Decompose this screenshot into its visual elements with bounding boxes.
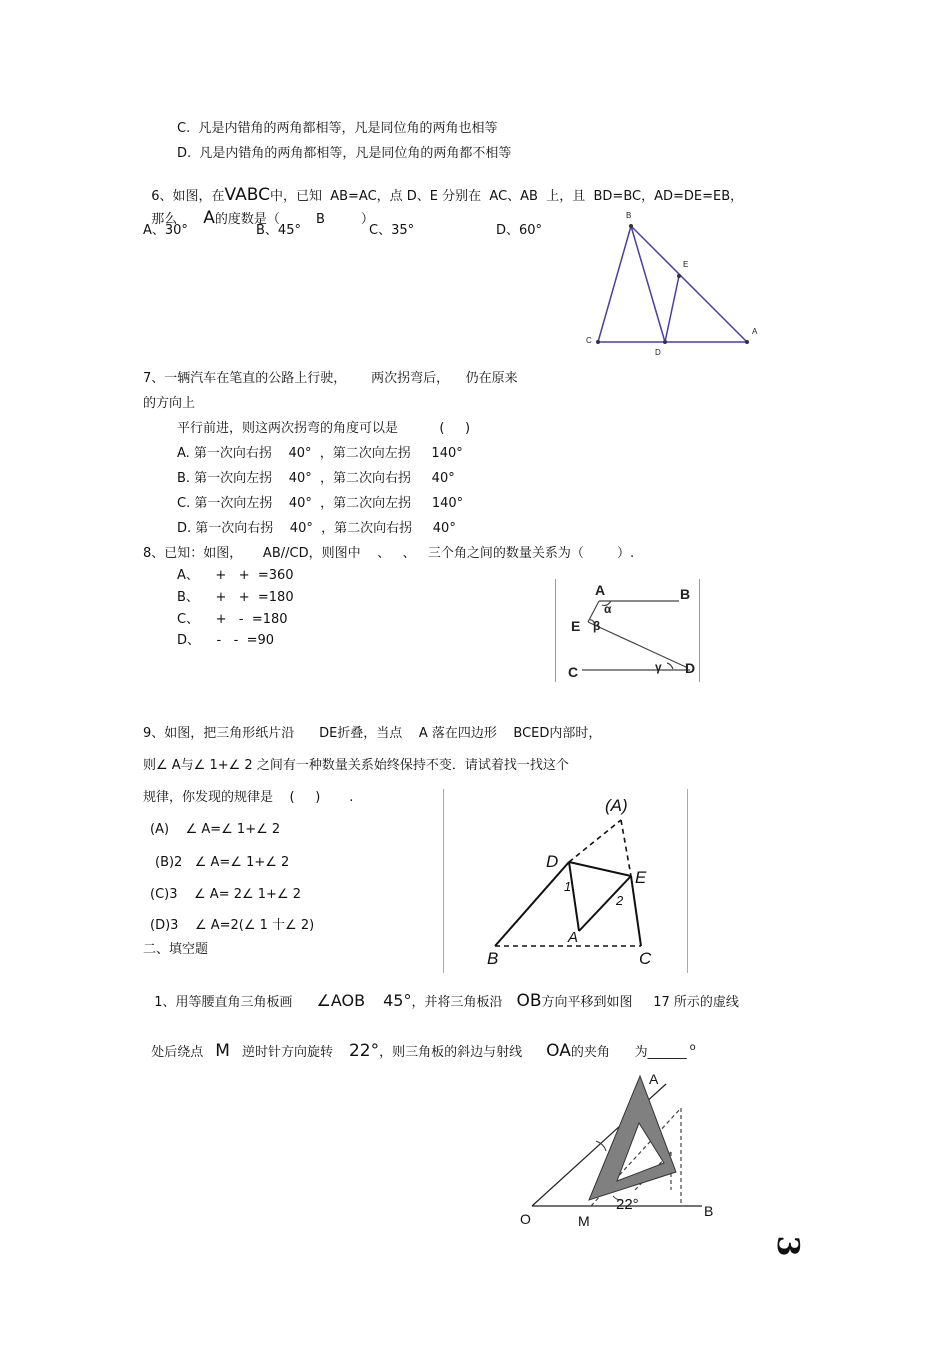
section2-heading: 二、填空题 bbox=[143, 942, 209, 957]
q6-option-c: C、35° bbox=[369, 223, 415, 238]
q9-option-c: (C)3 ∠ A= 2∠ 1+∠ 2 bbox=[150, 887, 302, 902]
q7-stem-line3: 平行前进，则这两次拐弯的角度可以是 ( ) bbox=[177, 421, 471, 436]
fill1-ray-oa: OA bbox=[546, 1041, 571, 1061]
fill1-degree-unit: o bbox=[689, 1042, 696, 1053]
q7-stem-line1: 7、一辆汽车在笔直的公路上行驶， 两次拐弯后， 仍在原来 bbox=[143, 371, 518, 386]
q9-stem-line2: 则∠ A与∠ 1+∠ 2 之间有一种数量关系始终保持不变．请试着找一找这个 bbox=[143, 758, 569, 773]
q6-option-b: B、45° bbox=[256, 223, 301, 238]
fill1-line1 bbox=[146, 980, 739, 1010]
q9-fig-label-b: B bbox=[487, 949, 499, 968]
fill1-text: ，则三角板的斜边与射线 bbox=[379, 1045, 523, 1060]
q8-fig-label-gamma: γ bbox=[655, 660, 662, 674]
q6-fig-label-a: A bbox=[752, 327, 758, 336]
q8-fig-label-d: D bbox=[685, 660, 696, 676]
q9-fig-label-angle2: 2 bbox=[616, 893, 624, 908]
q5-option-d: D. 凡是内错角的两角都相等，凡是同位角的两角都不相等 bbox=[177, 146, 512, 161]
q6-option-d: D、60° bbox=[496, 223, 543, 238]
fill1-fig-label-angle: 22° bbox=[616, 1196, 639, 1213]
fill1-degree: 45° bbox=[383, 991, 412, 1010]
q9-stem-line1: 9、如图，把三角形纸片沿 DE折叠，当点 A 落在四边形 BCED内部时， bbox=[143, 726, 602, 741]
fill1-rotation: 22° bbox=[348, 1041, 380, 1061]
fill1-line2 bbox=[143, 1030, 696, 1060]
q6-triangle-symbol: VABC bbox=[224, 185, 270, 205]
fill1-text: 方向平移到如图 17 所示的虚线 bbox=[541, 995, 739, 1010]
q7-option-a: A. 第一次向右拐 40° ，第二次向左拐 140° bbox=[177, 446, 463, 461]
q6-fig-label-b: B bbox=[626, 211, 632, 220]
q8-fig-label-a: A bbox=[595, 582, 606, 598]
q9-fig-label-c: C bbox=[639, 949, 652, 968]
q9-option-a: (A) ∠ A=∠ 1+∠ 2 bbox=[150, 822, 281, 837]
q6-fig-label-c: C bbox=[586, 336, 592, 345]
q7-option-c: C. 第一次向左拐 40° ，第二次向左拐 140° bbox=[177, 496, 464, 511]
q9-fold-triangle-figure bbox=[443, 789, 688, 973]
q8-fig-label-b: B bbox=[680, 586, 691, 602]
q6-option-a: A、30° bbox=[143, 223, 188, 238]
fill1-fig-label-a: A bbox=[649, 1071, 659, 1087]
fill1-fig-label-b: B bbox=[704, 1203, 714, 1219]
q6-text: 那么 bbox=[151, 212, 178, 227]
fill1-angle: ∠AOB bbox=[316, 991, 366, 1010]
q8-option-d: D、 - - =90 bbox=[177, 633, 275, 648]
fill1-text: 的夹角 为______ bbox=[570, 1045, 687, 1060]
q7-stem-line2: 的方向上 bbox=[143, 396, 196, 411]
q9-fig-label-a-folded: A bbox=[568, 929, 579, 946]
q6-triangle-figure bbox=[580, 205, 770, 360]
fill1-fig-label-m: M bbox=[578, 1213, 590, 1229]
fill1-point-m: M bbox=[215, 1041, 230, 1061]
q9-fig-label-angle1: 1 bbox=[564, 879, 572, 894]
q8-option-b: B、 + + =180 bbox=[177, 590, 294, 605]
q9-option-b: (B)2 ∠ A=∠ 1+∠ 2 bbox=[155, 855, 290, 870]
q9-fig-label-d: D bbox=[546, 852, 559, 871]
q6-text: 的度数是（ bbox=[214, 212, 280, 227]
q8-option-c: C、 + - =180 bbox=[177, 612, 288, 627]
q5-option-c: C. 凡是内错角的两角都相等，凡是同位角的两角也相等 bbox=[177, 121, 498, 136]
q6-text: 6、如图，在 bbox=[151, 189, 225, 204]
fill1-set-square-figure bbox=[512, 1068, 730, 1233]
fill1-text: ，并将三角板沿 bbox=[411, 995, 503, 1010]
q8-parallel-lines-figure bbox=[555, 579, 700, 682]
q8-fig-label-c: C bbox=[568, 664, 579, 680]
q6-fig-label-d: D bbox=[655, 348, 661, 357]
q9-fig-label-a-original: (A) bbox=[605, 796, 628, 815]
q9-stem-line3: 规律，你发现的规律是 ( ) . bbox=[143, 790, 354, 805]
q6-answer: B bbox=[315, 212, 325, 227]
q9-fig-label-e: E bbox=[635, 868, 647, 887]
q6-fig-label-e: E bbox=[683, 260, 689, 269]
fill1-fig-label-o: O bbox=[520, 1211, 531, 1227]
fill1-text: 逆时针方向旋转 bbox=[241, 1045, 333, 1060]
q8-option-a: A、 + + =360 bbox=[177, 568, 294, 583]
q6-text: 中，已知 AB=AC，点 D、E 分别在 AC、AB 上，且 BD=BC，AD=DE=EB， bbox=[269, 189, 744, 204]
q7-option-b: B. 第一次向左拐 40° ，第二次向右拐 40° bbox=[177, 471, 455, 486]
page-number: 3 bbox=[770, 1235, 805, 1257]
fill1-text: 1、用等腰直角三角板画 bbox=[154, 995, 293, 1010]
q6-text: ） bbox=[360, 212, 374, 227]
q9-option-d: (D)3 ∠ A=2(∠ 1 十∠ 2) bbox=[150, 918, 315, 933]
q7-option-d: D. 第一次向右拐 40° ，第二次向右拐 40° bbox=[177, 521, 456, 536]
q8-fig-label-e: E bbox=[571, 618, 581, 634]
q8-stem: 8、已知：如图， AB//CD，则图中 、 、 三个角之间的数量关系为（ ）. bbox=[143, 546, 635, 561]
q8-fig-label-beta: β bbox=[593, 619, 601, 633]
fill1-text: 处后绕点 bbox=[151, 1045, 204, 1060]
q8-fig-label-alpha: α bbox=[604, 602, 612, 616]
fill1-ray-ob: OB bbox=[516, 991, 542, 1011]
q6-angle-symbol: A bbox=[203, 208, 215, 228]
